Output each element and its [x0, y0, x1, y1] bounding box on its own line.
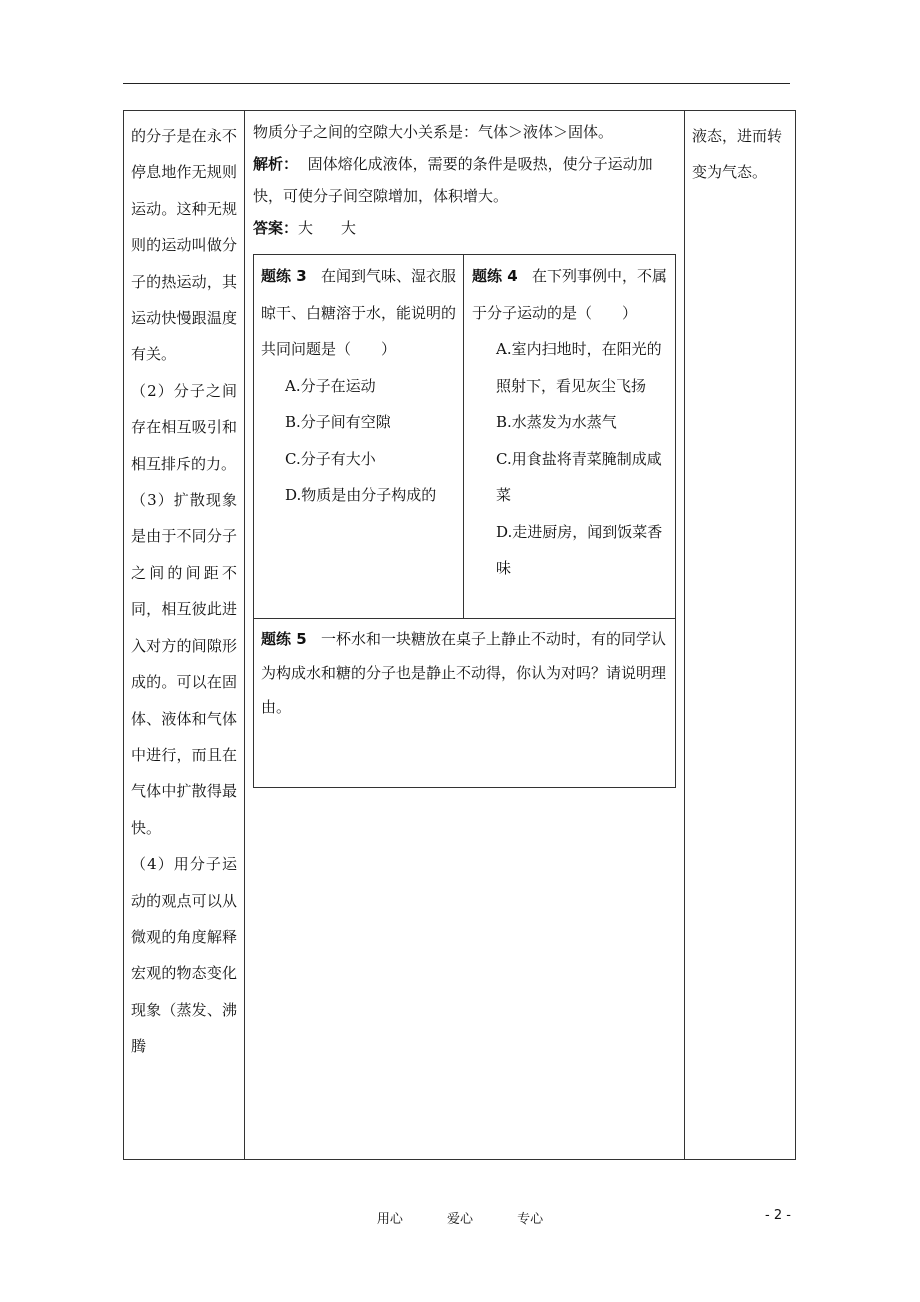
- exercise-4-question: [472, 258, 668, 331]
- exercise-3-label: 题练 3: [261, 267, 307, 285]
- exercise-5-text: 一杯水和一块糖放在桌子上静止不动时，有的同学认为构成水和糖的分子也是静止不动得，你认为对吗？请说明理由。: [261, 630, 667, 716]
- exercise-table-divider: [463, 254, 464, 618]
- exercise-4: [472, 258, 668, 587]
- left-paragraph-3: （3）扩散现象是由于不同分子之间的间距不同，相互彼此进入对方的间隙形成的。可以在固体、液体和气体中进行，而且在气体中扩散得最快。: [131, 491, 237, 837]
- exercise-4-option-c: C.用食盐将青菜腌制成咸菜: [496, 449, 662, 504]
- exercise-5: [261, 622, 669, 724]
- answer-label: 答案：: [253, 219, 299, 237]
- right-column: [692, 118, 790, 190]
- table-divider-left: [244, 110, 245, 1160]
- exercise-3-option-b: B.分子间有空隙: [285, 413, 391, 431]
- exercise-5-question: [261, 622, 669, 724]
- footer-item-2: 爱心: [446, 1212, 473, 1227]
- answer: [253, 212, 678, 244]
- analysis-label: 解析：: [253, 155, 299, 173]
- exercise-4-label: 题练 4: [472, 267, 518, 285]
- left-column: [131, 118, 237, 1065]
- exercise-3-question: [261, 258, 457, 368]
- analysis: [253, 148, 678, 212]
- analysis-text: 固体熔化成液体，需要的条件是吸热，使分子运动加快，可使分子间空隙增加，体积增大。: [253, 155, 653, 205]
- table-divider-right: [684, 110, 685, 1160]
- answer-value-2: 大: [341, 219, 357, 237]
- exercise-4-option-b: B.水蒸发为水蒸气: [496, 413, 617, 431]
- right-paragraph: 液态，进而转变为气态。: [692, 127, 783, 181]
- exercise-table-rule: [253, 618, 676, 619]
- exercise-4-option-d: D.走进厨房，闻到饭菜香味: [496, 522, 663, 577]
- middle-column: [253, 116, 678, 244]
- header-rule: [123, 83, 790, 84]
- exercise-4-text: 在下列事例中，不属于分子运动的是（ ）: [472, 267, 667, 322]
- footer-item-3: 专心: [517, 1212, 544, 1227]
- left-paragraph-4: （4）用分子运动的观点可以从微观的角度解释宏观的物态变化现象（蒸发、沸腾: [131, 855, 237, 1056]
- exercise-3-option-c: C.分子有大小: [285, 449, 376, 468]
- exercise-4-option-a: A.室内扫地时，在阳光的照射下，看见灰尘飞扬: [496, 340, 662, 395]
- page-number: - 2 -: [765, 1208, 791, 1223]
- exercise-3-text: 在闻到气味、湿衣服晾干、白糖溶于水，能说明的共同问题是（ ）: [261, 267, 457, 358]
- left-paragraph-2: （2）分子之间存在相互吸引和相互排斥的力。: [131, 381, 237, 473]
- footer-item-1: 用心: [376, 1212, 403, 1227]
- exercise-3: [261, 258, 457, 514]
- exercise-3-option-d: D.物质是由分子构成的: [285, 486, 437, 504]
- exercise-3-option-a: A.分子在运动: [285, 376, 376, 395]
- left-paragraph-1: 的分子是在永不停息地作无规则运动。这种无规则的运动叫做分子的热运动，其运动快慢跟温度有关。: [131, 127, 237, 364]
- middle-line-1: 物质分子之间的空隙大小关系是：气体＞液体＞固体。: [253, 123, 614, 141]
- answer-value-1: 大: [298, 219, 314, 237]
- exercise-5-label: 题练 5: [261, 630, 307, 648]
